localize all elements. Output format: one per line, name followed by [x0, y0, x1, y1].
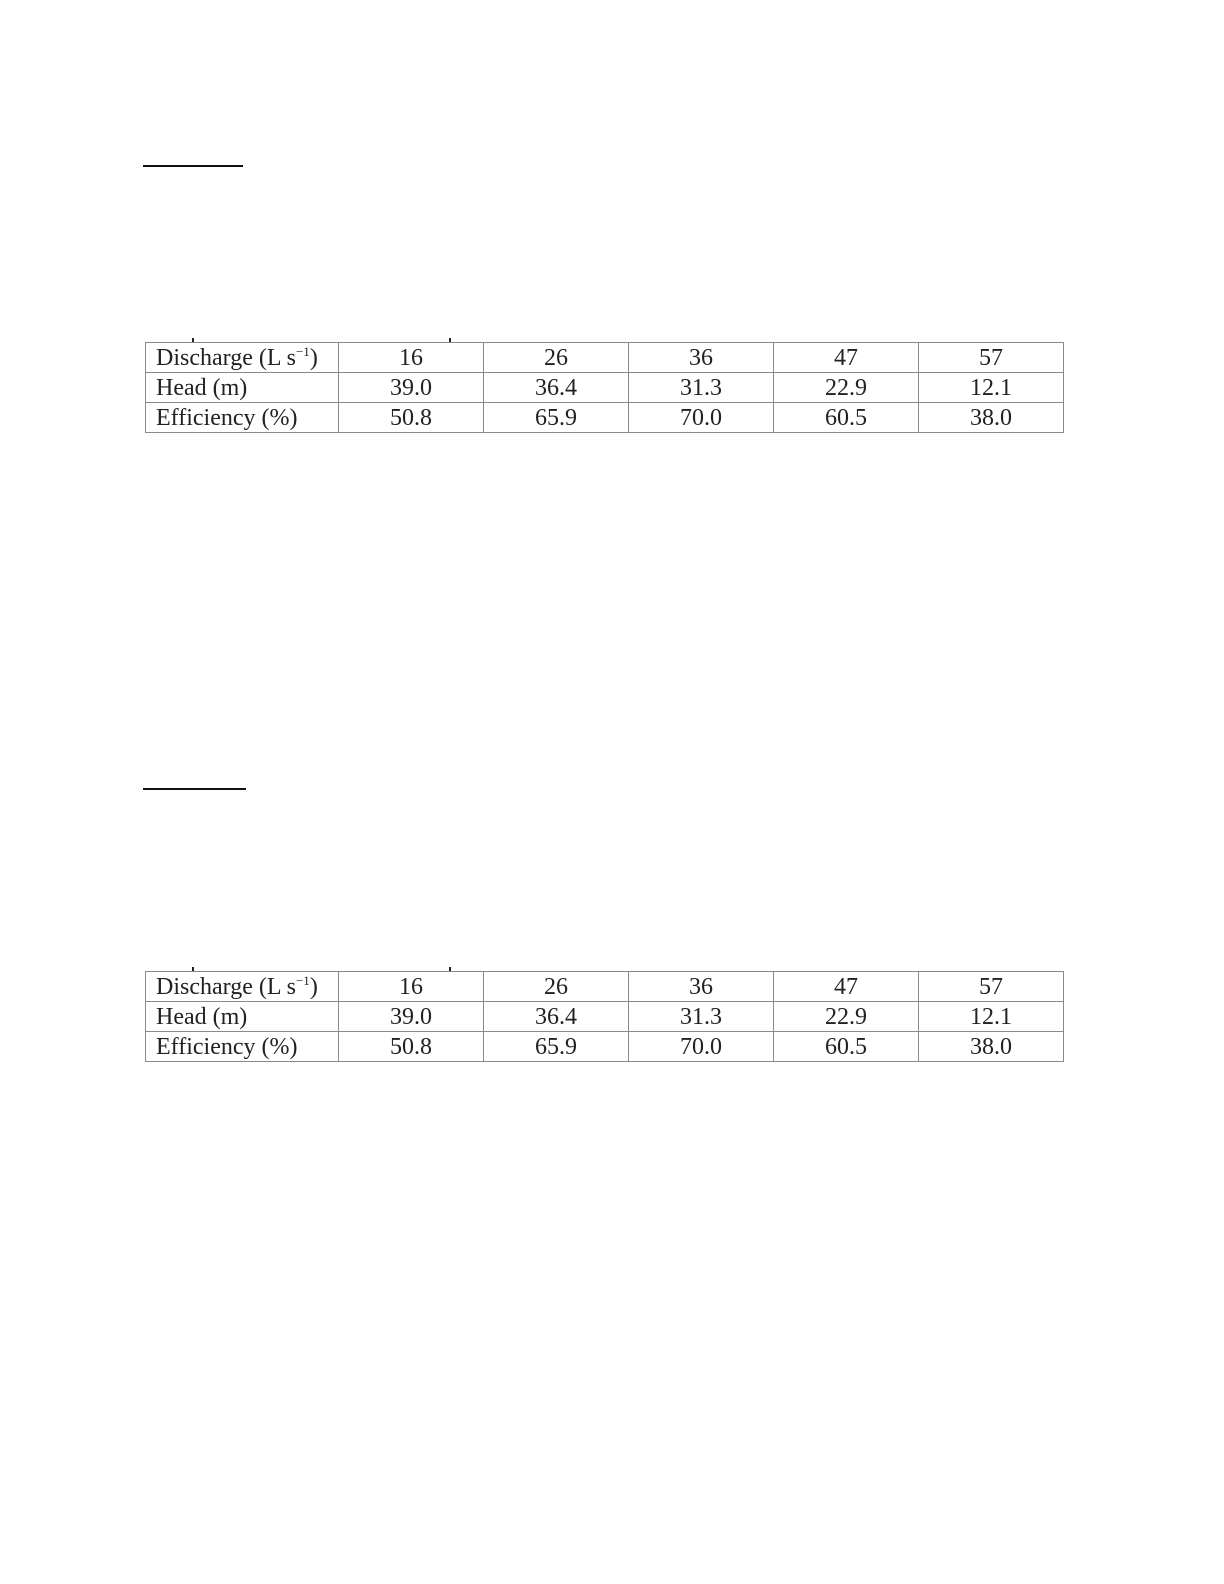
table-cell: 65.9	[484, 403, 629, 433]
table-cell: 57	[919, 972, 1064, 1002]
table-cell: 50.8	[339, 1032, 484, 1062]
table-cell: 12.1	[919, 373, 1064, 403]
table-cell: 36	[629, 343, 774, 373]
table-cell: 47	[774, 343, 919, 373]
table-cell: 16	[339, 343, 484, 373]
table-row-head	[146, 373, 1064, 403]
table-cell: 36.4	[484, 1002, 629, 1032]
table-row-discharge	[146, 343, 1064, 373]
table-row-head	[146, 1002, 1064, 1032]
table-cell: 16	[339, 972, 484, 1002]
table-cell: 26	[484, 972, 629, 1002]
pump-performance-table-2	[145, 971, 1064, 1062]
table-row-discharge	[146, 972, 1064, 1002]
table-cell: 36.4	[484, 373, 629, 403]
table-cell: 65.9	[484, 1032, 629, 1062]
table-cell: 31.3	[629, 373, 774, 403]
table-cell: 47	[774, 972, 919, 1002]
table-cell: 70.0	[629, 1032, 774, 1062]
table-cell: 31.3	[629, 1002, 774, 1032]
table-cell: 57	[919, 343, 1064, 373]
row-label-head: Head (m)	[146, 1002, 339, 1032]
table-row-efficiency	[146, 403, 1064, 433]
pump-performance-table-1	[145, 342, 1064, 433]
table-row-efficiency	[146, 1032, 1064, 1062]
row-label-discharge: Discharge (L $s^{-1}$)	[146, 972, 339, 1002]
table-cell: 22.9	[774, 1002, 919, 1032]
table-cell: 60.5	[774, 403, 919, 433]
table-cell: 22.9	[774, 373, 919, 403]
table-cell: 12.1	[919, 1002, 1064, 1032]
table-cell: 39.0	[339, 1002, 484, 1032]
table-cell: 39.0	[339, 373, 484, 403]
heading-underline-1	[143, 165, 243, 167]
row-label-head: Head (m)	[146, 373, 339, 403]
table-cell: 50.8	[339, 403, 484, 433]
heading-underline-2	[143, 788, 246, 790]
row-label-efficiency: Efficiency (%)	[146, 403, 339, 433]
table-cell: 38.0	[919, 1032, 1064, 1062]
table-cell: 26	[484, 343, 629, 373]
table-cell: 60.5	[774, 1032, 919, 1062]
table-cell: 36	[629, 972, 774, 1002]
table-cell: 70.0	[629, 403, 774, 433]
table-cell: 38.0	[919, 403, 1064, 433]
row-label-discharge: Discharge (L $s^{-1}$)	[146, 343, 339, 373]
row-label-efficiency: Efficiency (%)	[146, 1032, 339, 1062]
